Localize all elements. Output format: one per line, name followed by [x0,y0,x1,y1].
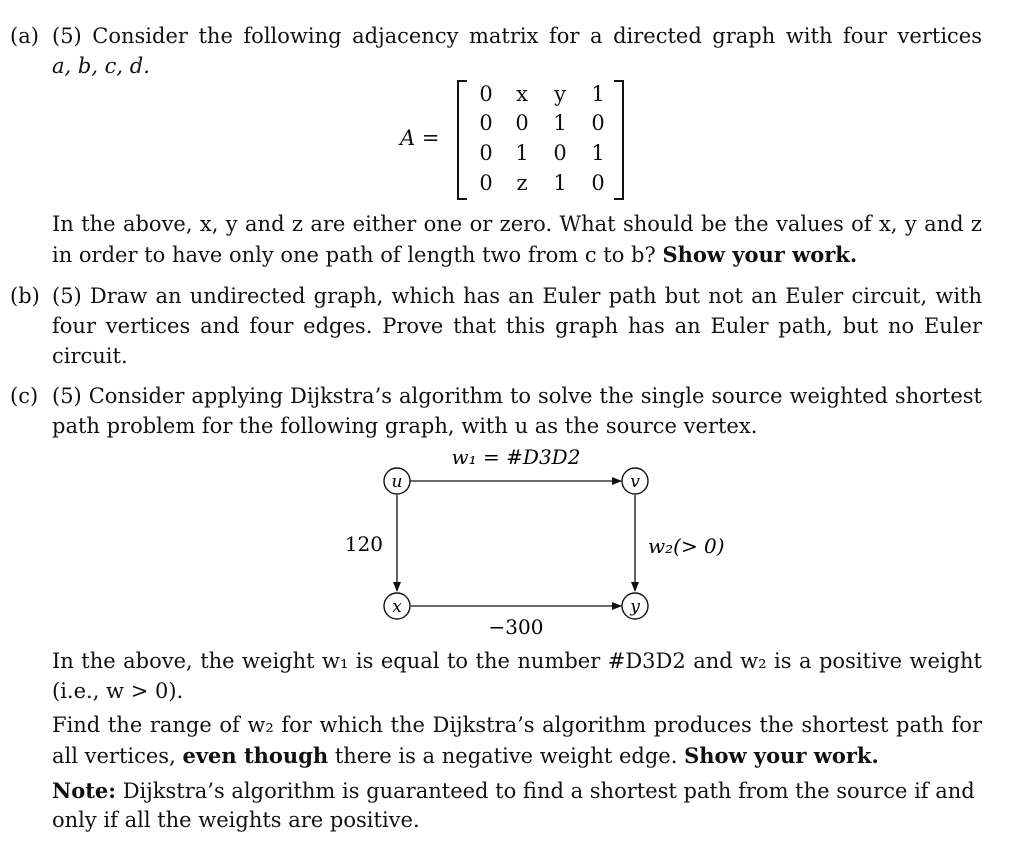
part-c-label: (c) [10,384,39,408]
edge-v-y-label: w₂(> 0) [648,534,725,558]
show-work-emphasis: Show your work. [662,242,858,267]
matrix-cell: 0 [479,171,493,195]
part-c-line-1: (5) Consider applying Dijkstra’s algorithm to solve the single source weighted shortest [52,384,982,408]
part-c-line-2: path problem for the following graph, with u as the source vertex. [52,414,758,438]
part-b-line-2: four vertices and four edges. Prove that this graph has an Euler path, but no Euler [52,314,982,338]
node-v-label: v [630,472,640,492]
part-c-line-3: In the above, the weight w₁ is equal to the number #D3D2 and w₂ is a positive weight [52,649,982,673]
matrix-cell: 1 [591,82,605,106]
matrix-cell: z [516,171,528,195]
matrix-cell: 0 [553,141,567,165]
matrix-label: A = [400,126,440,150]
matrix-cell: 0 [479,141,493,165]
part-c-line-4: (i.e., w > 0). [52,679,184,703]
part-c-line-6-start: all vertices, [52,744,176,768]
node-u-label: u [391,472,403,492]
even-though-emphasis: even though [182,743,329,768]
matrix-cell: x [516,82,528,106]
part-b-label: (b) [10,284,40,308]
matrix-cell: 0 [515,111,529,135]
matrix-cell: 1 [591,141,605,165]
matrix-cell: 1 [515,141,529,165]
part-a-vertices: a, b, c, d. [52,54,150,78]
matrix-cell: 1 [553,171,567,195]
part-a-label: (a) [10,24,39,48]
note-label: Note: [52,778,117,803]
part-c-line-5: Find the range of w₂ for which the Dijkstra’s algorithm produces the shortest path for [52,713,982,737]
part-a-question: in order to have only one path of length two from c to b? [52,243,656,267]
part-b-line-1: (5) Draw an undirected graph, which has an Euler path but not an Euler circuit, with [52,284,982,308]
part-a-line-3: In the above, x, y and z are either one or zero. What should be the values of x, y and z [52,212,982,236]
node-y-label: y [630,597,640,617]
edge-u-v-label: w₁ = #D3D2 [451,445,581,469]
edge-u-x-label: 120 [344,532,383,556]
show-work-emphasis: Show your work. [684,743,879,768]
part-a-line-1: (5) Consider the following adjacency matrix for a directed graph with four vertices [52,24,982,48]
part-c-line-6 [52,743,982,768]
node-x-label: x [392,597,402,617]
edge-x-y-label: −300 [488,615,544,639]
matrix-cell: y [554,82,566,106]
matrix-cell: 1 [553,111,567,135]
matrix-cell: 0 [591,171,605,195]
part-c-line-6-middle: there is a negative weight edge. [334,744,678,768]
part-b-line-3: circuit. [52,344,128,368]
matrix-cell: 0 [479,111,493,135]
matrix-cell: 0 [479,82,493,106]
part-c-note-continued: only if all the weights are positive. [52,808,420,832]
part-c-note [52,778,982,803]
matrix-cell: 0 [591,111,605,135]
note-text: Dijkstra’s algorithm is guaranteed to find a shortest path from the source if and [122,779,975,803]
